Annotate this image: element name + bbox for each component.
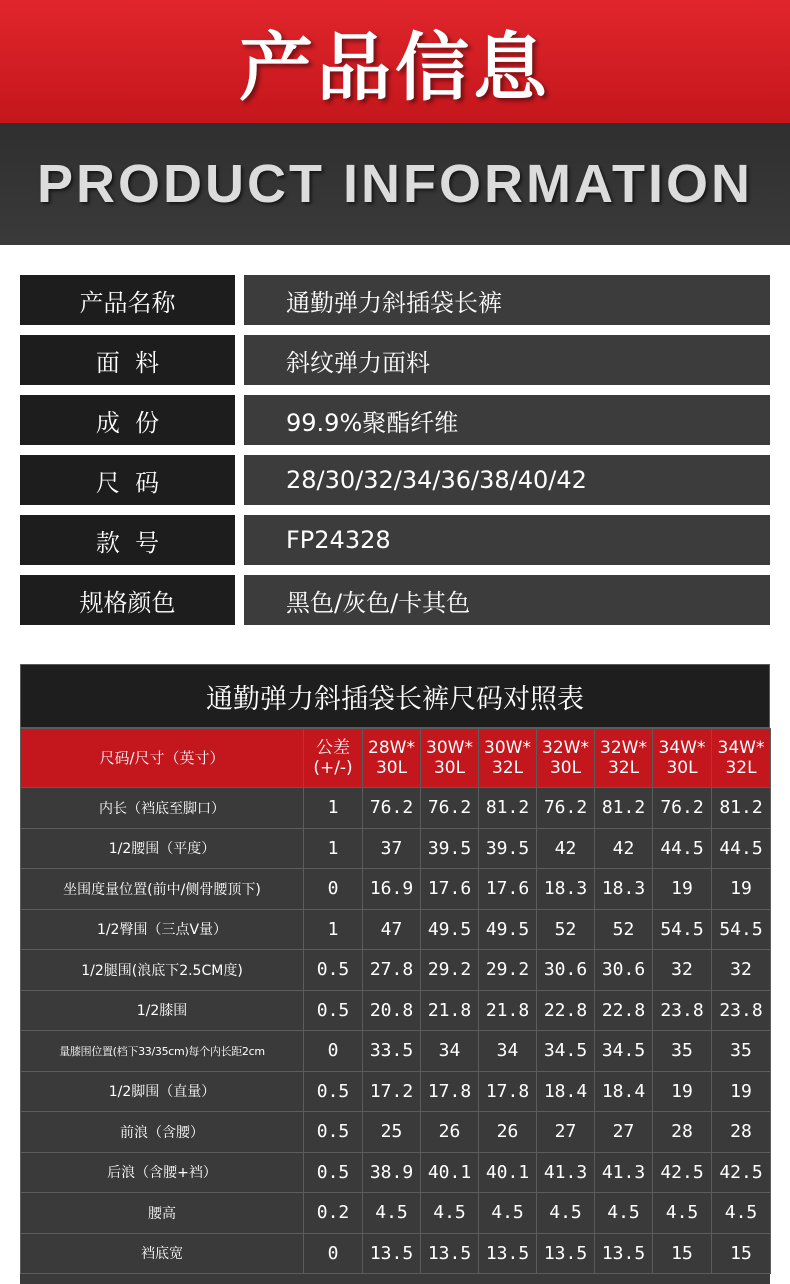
size-table-header xyxy=(21,729,771,788)
size-value-cell: 39.5 xyxy=(479,828,537,869)
size-value-cell: 76.2 xyxy=(421,788,479,829)
info-label: 款 号 xyxy=(20,515,235,565)
size-header-label xyxy=(21,729,304,788)
size-value-cell: 15 xyxy=(653,1233,712,1274)
size-value-cell: 22.8 xyxy=(537,990,595,1031)
table-row xyxy=(21,869,771,910)
header-banner xyxy=(0,0,790,123)
size-value-cell: 18.3 xyxy=(595,869,653,910)
size-value-cell: 26 xyxy=(479,1112,537,1153)
size-value-cell: 33.5 xyxy=(363,1031,421,1072)
measurement-name: 内长（裆底至脚口） xyxy=(21,788,304,829)
size-value-cell: 23.8 xyxy=(653,990,712,1031)
tolerance-cell: 0.5 xyxy=(304,1071,363,1112)
header-line-1: 30W* xyxy=(426,738,473,758)
size-header-cell xyxy=(363,729,421,788)
size-value-cell: 28 xyxy=(712,1112,771,1153)
info-row xyxy=(20,455,770,505)
size-header-cell xyxy=(595,729,653,788)
size-value-cell: 30.6 xyxy=(537,950,595,991)
table-row xyxy=(21,1193,771,1234)
header-line-2: 30L xyxy=(666,758,698,778)
size-value-cell: 13.5 xyxy=(595,1233,653,1274)
info-row xyxy=(20,275,770,325)
tolerance-cell: 0.2 xyxy=(304,1193,363,1234)
header-line-2: 30L xyxy=(549,758,582,778)
size-header-cell xyxy=(653,729,712,788)
size-value-cell: 40.1 xyxy=(479,1152,537,1193)
header-line-2: 30L xyxy=(433,758,466,778)
size-value-cell: 41.3 xyxy=(537,1152,595,1193)
size-value-cell: 28 xyxy=(653,1112,712,1153)
info-row xyxy=(20,575,770,625)
tolerance-cell: 0 xyxy=(304,1031,363,1072)
size-value-cell: 16.9 xyxy=(363,869,421,910)
size-value-cell: 29.2 xyxy=(421,950,479,991)
table-row xyxy=(21,1031,771,1072)
header-line-1: 34W* xyxy=(658,738,706,758)
size-table-body xyxy=(21,788,771,1274)
size-value-cell: 17.8 xyxy=(479,1071,537,1112)
size-value-cell: 29.2 xyxy=(479,950,537,991)
size-value-cell: 13.5 xyxy=(537,1233,595,1274)
size-value-cell: 42 xyxy=(537,828,595,869)
header-line-2: 32L xyxy=(725,758,757,778)
info-value: 通勤弹力斜插袋长裤 xyxy=(244,275,770,325)
subtitle-banner xyxy=(0,123,790,245)
size-value-cell: 52 xyxy=(537,909,595,950)
size-value-cell: 42.5 xyxy=(712,1152,771,1193)
tolerance-cell: 1 xyxy=(304,909,363,950)
size-value-cell: 35 xyxy=(712,1031,771,1072)
size-value-cell: 44.5 xyxy=(712,828,771,869)
info-value: 黑色/灰色/卡其色 xyxy=(244,575,770,625)
info-label: 尺 码 xyxy=(20,455,235,505)
table-row xyxy=(21,1152,771,1193)
size-value-cell: 40.1 xyxy=(421,1152,479,1193)
table-row xyxy=(21,909,771,950)
measurement-name: 前浪（含腰） xyxy=(21,1112,304,1153)
size-value-cell: 81.2 xyxy=(479,788,537,829)
size-chart xyxy=(20,664,770,1284)
size-value-cell: 19 xyxy=(653,869,712,910)
size-value-cell: 27 xyxy=(537,1112,595,1153)
table-row xyxy=(21,1112,771,1153)
size-value-cell: 76.2 xyxy=(653,788,712,829)
measurement-name: 1/2臀围（三点V量） xyxy=(21,909,304,950)
header-line-2: 32L xyxy=(491,758,524,778)
tolerance-cell: 0.5 xyxy=(304,990,363,1031)
size-value-cell: 4.5 xyxy=(479,1193,537,1234)
header-line-1: 28W* xyxy=(368,738,415,758)
size-value-cell: 4.5 xyxy=(595,1193,653,1234)
tolerance-cell: 1 xyxy=(304,788,363,829)
page-title: 产品信息 xyxy=(239,24,551,111)
size-value-cell: 81.2 xyxy=(712,788,771,829)
size-value-cell: 18.3 xyxy=(537,869,595,910)
size-value-cell: 35 xyxy=(653,1031,712,1072)
header-line-1: 32W* xyxy=(542,738,589,758)
size-value-cell: 22.8 xyxy=(595,990,653,1031)
size-value-cell: 34 xyxy=(421,1031,479,1072)
measurement-name: 后浪（含腰+裆） xyxy=(21,1152,304,1193)
size-value-cell: 34.5 xyxy=(537,1031,595,1072)
size-value-cell: 13.5 xyxy=(479,1233,537,1274)
tolerance-cell: 1 xyxy=(304,828,363,869)
info-value: FP24328 xyxy=(244,515,770,565)
size-value-cell: 17.8 xyxy=(421,1071,479,1112)
table-row xyxy=(21,828,771,869)
header-line-1: 30W* xyxy=(484,738,531,758)
size-value-cell: 4.5 xyxy=(421,1193,479,1234)
measurement-name: 1/2脚围（直量） xyxy=(21,1071,304,1112)
header-line-2: 32L xyxy=(607,758,640,778)
size-value-cell: 44.5 xyxy=(653,828,712,869)
info-value: 28/30/32/34/36/38/40/42 xyxy=(244,455,770,505)
size-value-cell: 4.5 xyxy=(363,1193,421,1234)
size-value-cell: 30.6 xyxy=(595,950,653,991)
tolerance-cell: 0 xyxy=(304,869,363,910)
size-value-cell: 4.5 xyxy=(712,1193,771,1234)
size-value-cell: 34 xyxy=(479,1031,537,1072)
measurement-name: 1/2膝围 xyxy=(21,990,304,1031)
size-value-cell: 54.5 xyxy=(712,909,771,950)
tolerance-cell: 0.5 xyxy=(304,1152,363,1193)
info-value: 99.9%聚酯纤维 xyxy=(244,395,770,445)
size-value-cell: 18.4 xyxy=(537,1071,595,1112)
measurement-name: 裆底宽 xyxy=(21,1233,304,1274)
page-subtitle: PRODUCT INFORMATION xyxy=(37,154,753,214)
size-value-cell: 49.5 xyxy=(479,909,537,950)
table-row xyxy=(21,1071,771,1112)
size-value-cell: 38.9 xyxy=(363,1152,421,1193)
size-value-cell: 27.8 xyxy=(363,950,421,991)
size-value-cell: 4.5 xyxy=(653,1193,712,1234)
size-value-cell: 27 xyxy=(595,1112,653,1153)
size-value-cell: 42.5 xyxy=(653,1152,712,1193)
size-value-cell: 15 xyxy=(712,1233,771,1274)
measurement-name: 腰高 xyxy=(21,1193,304,1234)
size-value-cell: 4.5 xyxy=(537,1193,595,1234)
size-value-cell: 37 xyxy=(363,828,421,869)
header-line-1: 32W* xyxy=(600,738,647,758)
table-row xyxy=(21,990,771,1031)
size-value-cell: 54.5 xyxy=(653,909,712,950)
size-value-cell: 39.5 xyxy=(421,828,479,869)
size-header-cell xyxy=(421,729,479,788)
table-row xyxy=(21,1233,771,1274)
size-value-cell: 19 xyxy=(653,1071,712,1112)
header-line-1: 34W* xyxy=(717,738,765,758)
tolerance-cell: 0.5 xyxy=(304,950,363,991)
size-header-cell xyxy=(479,729,537,788)
size-value-cell: 17.2 xyxy=(363,1071,421,1112)
size-table xyxy=(20,728,771,1274)
info-label: 规格颜色 xyxy=(20,575,235,625)
size-value-cell: 17.6 xyxy=(421,869,479,910)
size-value-cell: 25 xyxy=(363,1112,421,1153)
size-value-cell: 41.3 xyxy=(595,1152,653,1193)
size-value-cell: 23.8 xyxy=(712,990,771,1031)
tolerance-cell: 0 xyxy=(304,1233,363,1274)
size-value-cell: 52 xyxy=(595,909,653,950)
size-value-cell: 42 xyxy=(595,828,653,869)
table-row xyxy=(21,788,771,829)
info-label: 产品名称 xyxy=(20,275,235,325)
info-row xyxy=(20,335,770,385)
size-value-cell: 20.8 xyxy=(363,990,421,1031)
size-value-cell: 47 xyxy=(363,909,421,950)
table-row xyxy=(21,950,771,991)
size-value-cell: 21.8 xyxy=(479,990,537,1031)
size-value-cell: 81.2 xyxy=(595,788,653,829)
size-value-cell: 26 xyxy=(421,1112,479,1153)
size-value-cell: 19 xyxy=(712,1071,771,1112)
size-value-cell: 32 xyxy=(712,950,771,991)
size-value-cell: 19 xyxy=(712,869,771,910)
header-line-2: (+/-) xyxy=(313,758,353,778)
size-value-cell: 13.5 xyxy=(421,1233,479,1274)
size-value-cell: 49.5 xyxy=(421,909,479,950)
measurement-name: 1/2腿围(浪底下2.5CM度) xyxy=(21,950,304,991)
header-line-1: 公差 xyxy=(316,738,350,758)
size-value-cell: 13.5 xyxy=(363,1233,421,1274)
info-value: 斜纹弹力面料 xyxy=(244,335,770,385)
header-line-2: 30L xyxy=(375,758,408,778)
size-value-cell: 21.8 xyxy=(421,990,479,1031)
info-label: 成 份 xyxy=(20,395,235,445)
measurement-name: 量膝围位置(档下33/35cm)每个内长距2cm xyxy=(21,1031,304,1072)
size-header-cell xyxy=(304,729,363,788)
size-chart-title: 通勤弹力斜插袋长裤尺码对照表 xyxy=(20,664,770,728)
info-row xyxy=(20,515,770,565)
size-value-cell: 76.2 xyxy=(363,788,421,829)
size-value-cell: 32 xyxy=(653,950,712,991)
size-header-cell xyxy=(712,729,771,788)
tolerance-cell: 0.5 xyxy=(304,1112,363,1153)
size-value-cell: 17.6 xyxy=(479,869,537,910)
info-label: 面 料 xyxy=(20,335,235,385)
size-value-cell: 18.4 xyxy=(595,1071,653,1112)
product-info-list xyxy=(20,275,770,635)
size-value-cell: 76.2 xyxy=(537,788,595,829)
info-row xyxy=(20,395,770,445)
size-header-cell xyxy=(537,729,595,788)
size-value-cell: 34.5 xyxy=(595,1031,653,1072)
header-line-1: 尺码/尺寸（英寸） xyxy=(99,749,225,767)
measurement-name: 坐围度量位置(前中/侧骨腰顶下) xyxy=(21,869,304,910)
measurement-name: 1/2腰围（平度） xyxy=(21,828,304,869)
